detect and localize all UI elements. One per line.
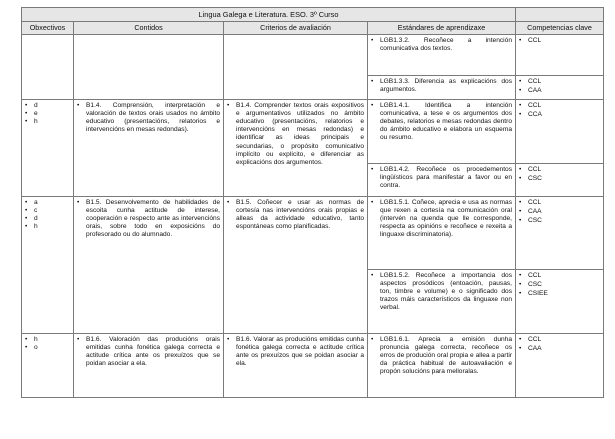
- bullet-mark: •: [25, 223, 28, 231]
- standard-item: [371, 272, 512, 313]
- content-item: [77, 199, 220, 240]
- competency-item: [519, 102, 600, 110]
- competency-item-text: CCL: [528, 271, 542, 279]
- standard-item: [371, 37, 512, 53]
- competency-item: [519, 78, 600, 86]
- standard-item-text: LGB1.3.3. Diferencia as explicacións dos argumentos.: [380, 78, 512, 94]
- competency-item: [519, 175, 600, 183]
- bullet-mark: •: [371, 335, 374, 343]
- content-cell: [74, 99, 224, 196]
- bullet-mark: •: [227, 198, 230, 206]
- competency-item: [519, 166, 600, 174]
- header-objectives: Obxectivos: [22, 22, 74, 35]
- standard-cell: [368, 333, 516, 397]
- bullet-mark: •: [519, 174, 522, 182]
- competency-item-text: CAA: [528, 207, 542, 215]
- competency-item-text: CCL: [528, 101, 542, 109]
- content-item-text: B1.5. Desenvolvemento de habilidades de escoita cunha actitude de interese, cooperación e respecto ante as intervencións orais, sobre todo en exposicións do profesorado ou do alumnado.: [86, 198, 220, 239]
- content-item: [77, 102, 220, 135]
- standard-item-text: LGB1.4.1. Identifica a intención comunicativa, a tese e os argumentos dos debates, relatorios e mesas redondas dentro do ámbito educativo e elabora un esquema ou resumo.: [380, 101, 512, 142]
- content-item-text: B1.6. Valoración das producións orais emitidas cunha fonética galega correcta e actitude crítica ante os prexuízos que se poidan asociar a ela.: [86, 335, 220, 368]
- bullet-mark: •: [519, 37, 522, 45]
- bullet-mark: •: [25, 109, 28, 117]
- criterion-item-text: B1.5. Coñecer e usar as normas de cortesía nas intervencións orais propias e alleas da actividade educativo, tanto espontáneas como planificadas.: [236, 198, 364, 231]
- standard-cell: [368, 163, 516, 196]
- competencies-cell: [516, 99, 604, 163]
- bullet-mark: •: [371, 198, 374, 206]
- competency-item: [519, 37, 600, 45]
- bullet-mark: •: [77, 198, 80, 206]
- title-row: [22, 8, 604, 22]
- standard-cell: [368, 99, 516, 163]
- objective-item: [25, 110, 70, 118]
- table-title: Lingua Galega e Literatura. ESO. 3º Curso: [22, 8, 516, 22]
- competencies-cell: [516, 35, 604, 76]
- title-row-spacer: [516, 8, 604, 22]
- header-row: [22, 22, 604, 35]
- standard-cell: [368, 35, 516, 76]
- objective-item-text: h: [34, 118, 38, 126]
- competency-item: [519, 336, 600, 344]
- competency-item-text: CCA: [528, 110, 542, 118]
- objective-item: [25, 336, 70, 344]
- bullet-mark: •: [25, 101, 28, 109]
- table-row: [22, 196, 604, 269]
- bullet-mark: •: [25, 343, 28, 351]
- bullet-mark: •: [371, 101, 374, 109]
- bullet-mark: •: [519, 101, 522, 109]
- bullet-mark: •: [519, 271, 522, 279]
- objective-item-text: h: [34, 223, 38, 231]
- objectives-cell: [22, 196, 74, 333]
- objective-item: [25, 102, 70, 110]
- bullet-mark: •: [519, 165, 522, 173]
- bullet-mark: •: [77, 335, 80, 343]
- competency-item-text: CAA: [528, 87, 542, 95]
- criterion-cell: [224, 35, 368, 99]
- standard-item-text: LGB1.5.2. Recoñece a importancia dos aspectos prosódicos (entoación, pausas, ton, timbre e volume) e o significado dos trazos máis característicos da linguaxe non verbal.: [380, 271, 512, 312]
- criterion-item-text: B1.4. Comprender textos orais expositivos e argumentativos utilizados no ámbito educativo (presentacións, relatorios e intervencións en mesas redondas) e identificar as ideas principais e secundarias, o propósito comunicativo implícito ou explícito, e diferenciar as explicacións dos argumentos.: [236, 101, 364, 167]
- objective-item-text: d: [34, 215, 38, 223]
- curriculum-table: [21, 7, 604, 398]
- competency-item: [519, 345, 600, 353]
- bullet-mark: •: [25, 215, 28, 223]
- objectives-cell: [22, 99, 74, 196]
- standard-cell: [368, 76, 516, 99]
- objective-item-text: o: [34, 343, 38, 351]
- objective-item: [25, 118, 70, 126]
- criterion-item-text: B1.6. Valorar as producións emitidas cunha fonética galega correcta e actitude crítica ante os prexuízos que se poidan asociar a ela.: [236, 335, 364, 368]
- table-row: [22, 99, 604, 163]
- objective-item-text: e: [34, 109, 38, 117]
- header-criteria: Criterios de avaliación: [224, 22, 368, 35]
- standard-item: [371, 166, 512, 191]
- competency-item-text: CSIEE: [528, 290, 548, 298]
- competencies-cell: [516, 76, 604, 99]
- standard-item-text: LGB1.4.2. Recoñece os procedementos lingüísticos para manifestar a favor ou en contra.: [380, 165, 512, 190]
- bullet-mark: •: [25, 198, 28, 206]
- competency-item: [519, 111, 600, 119]
- content-cell: [74, 333, 224, 397]
- objective-item-text: h: [34, 335, 38, 343]
- competencies-cell: [516, 163, 604, 196]
- bullet-mark: •: [519, 280, 522, 288]
- header-standards: Estándares de aprendizaxe: [368, 22, 516, 35]
- bullet-mark: •: [519, 78, 522, 86]
- competencies-cell: [516, 196, 604, 269]
- standard-item: [371, 102, 512, 143]
- objective-item: [25, 207, 70, 215]
- objective-item: [25, 344, 70, 352]
- standard-cell: [368, 196, 516, 269]
- content-cell: [74, 35, 224, 99]
- table-row: [22, 333, 604, 397]
- criterion-cell: [224, 196, 368, 333]
- objective-item-text: c: [34, 206, 38, 214]
- competency-item-text: CCL: [528, 198, 542, 206]
- competencies-cell: [516, 333, 604, 397]
- competency-item-text: CSC: [528, 280, 542, 288]
- bullet-mark: •: [25, 335, 28, 343]
- criterion-cell: [224, 99, 368, 196]
- standard-item-text: LGB1.5.1. Coñece, aprecia e usa as normas que rexen a cortesía na comunicación oral (intervén na quenda que lle corresponde, respecta as opinións e recoñece e rexeita a linguaxe discriminatoria).: [380, 198, 512, 239]
- table-row: [22, 35, 604, 76]
- objective-item: [25, 199, 70, 207]
- competency-item: [519, 281, 600, 289]
- competency-item: [519, 199, 600, 207]
- competency-item: [519, 208, 600, 216]
- bullet-mark: •: [519, 87, 522, 95]
- competency-item-text: CSC: [528, 174, 542, 182]
- table-body: [22, 35, 604, 397]
- competency-item-text: CCL: [528, 335, 542, 343]
- bullet-mark: •: [25, 206, 28, 214]
- competency-item-text: CSC: [528, 217, 542, 225]
- bullet-mark: •: [371, 271, 374, 279]
- competencies-cell: [516, 269, 604, 333]
- bullet-mark: •: [371, 78, 374, 86]
- objectives-cell: [22, 333, 74, 397]
- competency-item: [519, 87, 600, 95]
- objective-item: [25, 223, 70, 231]
- header-competencies: Competencias clave: [516, 22, 604, 35]
- criterion-cell: [224, 333, 368, 397]
- bullet-mark: •: [371, 37, 374, 45]
- standard-item: [371, 199, 512, 240]
- standard-item: [371, 336, 512, 377]
- bullet-mark: •: [25, 118, 28, 126]
- criterion-item: [227, 336, 364, 369]
- content-item: [77, 336, 220, 369]
- competency-item: [519, 272, 600, 280]
- standard-item-text: LGB1.3.2. Recoñece a intención comunicativa dos textos.: [380, 37, 512, 53]
- bullet-mark: •: [77, 101, 80, 109]
- objectives-cell: [22, 35, 74, 99]
- standard-item: [371, 78, 512, 94]
- bullet-mark: •: [519, 290, 522, 298]
- objective-item: [25, 215, 70, 223]
- competency-item-text: CCL: [528, 37, 542, 45]
- competency-item: [519, 217, 600, 225]
- competency-item: [519, 290, 600, 298]
- competency-item-text: CAA: [528, 344, 542, 352]
- bullet-mark: •: [227, 335, 230, 343]
- content-item-text: B1.4. Comprensión, interpretación e valoración de textos orais usados no ámbito educativo (presentacións, relatorios e intervencións en mesas redondas).: [86, 101, 220, 134]
- bullet-mark: •: [227, 101, 230, 109]
- bullet-mark: •: [519, 198, 522, 206]
- bullet-mark: •: [371, 165, 374, 173]
- criterion-item: [227, 199, 364, 232]
- standard-cell: [368, 269, 516, 333]
- bullet-mark: •: [519, 217, 522, 225]
- criterion-item: [227, 102, 364, 168]
- competency-item-text: CCL: [528, 165, 542, 173]
- bullet-mark: •: [519, 207, 522, 215]
- header-contents: Contidos: [74, 22, 224, 35]
- competency-item-text: CCL: [528, 78, 542, 86]
- bullet-mark: •: [519, 344, 522, 352]
- content-cell: [74, 196, 224, 333]
- objective-item-text: d: [34, 101, 38, 109]
- standard-item-text: LGB1.6.1. Aprecia a emisión dunha pronuncia galega correcta, recoñece os erros de produción oral propia e allea a partir da práctica habitual de autoavaliación e propón solucións para melloralas.: [380, 335, 512, 376]
- bullet-mark: •: [519, 335, 522, 343]
- bullet-mark: •: [519, 110, 522, 118]
- objective-item-text: a: [34, 198, 38, 206]
